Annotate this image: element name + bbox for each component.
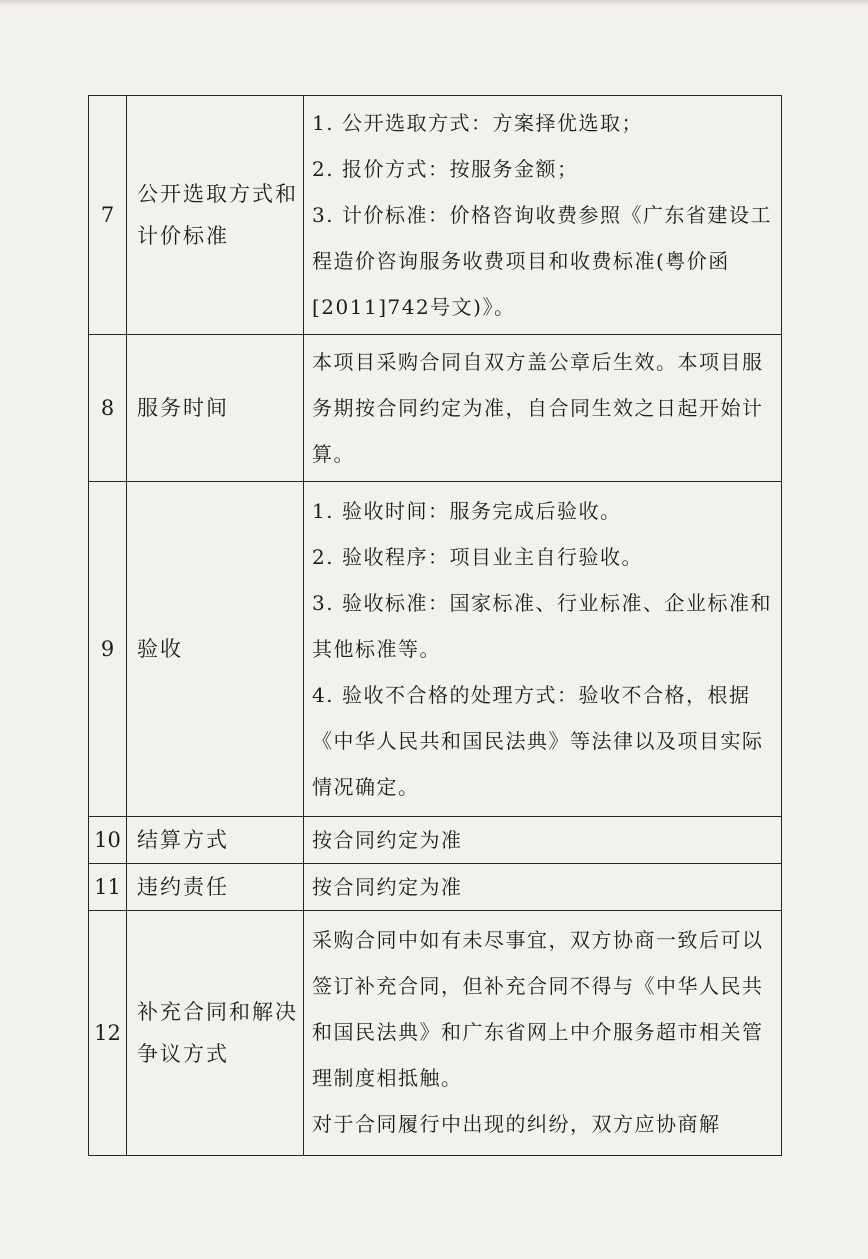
page-top-edge [0,0,868,6]
row-content [304,335,782,482]
table-row [89,911,782,1156]
row-content [304,817,782,864]
table-row [89,96,782,335]
content-paragraph: 2. 验收程序：项目业主自行验收。 [312,545,643,569]
row-content [304,482,782,817]
content-paragraph: 2. 报价方式：按服务金额； [312,157,579,181]
row-content [304,911,782,1156]
table-row [89,482,782,817]
row-content [304,96,782,335]
row-item-label: 结算方式 [127,817,304,864]
row-number: 10 [89,817,127,864]
content-paragraph: 对于合同履行中出现的纠纷，双方应协商解 [312,1112,721,1136]
table-row [89,335,782,482]
contract-terms-table [88,95,782,1156]
content-paragraph: 4. 验收不合格的处理方式：验收不合格，根据《中华人民共和国民法典》等法律以及项目实际情况确定。 [312,683,764,799]
content-paragraph: 1. 验收时间：服务完成后验收。 [312,499,622,523]
row-number: 7 [89,96,127,335]
table-row [89,864,782,911]
content-paragraph: 3. 验收标准：国家标准、行业标准、企业标准和其他标准等。 [312,591,772,661]
row-number: 8 [89,335,127,482]
row-item-label: 服务时间 [127,335,304,482]
row-item-label: 补充合同和解决争议方式 [127,911,304,1156]
content-paragraph: 按合同约定为准 [312,828,463,852]
content-paragraph: 按合同约定为准 [312,875,463,899]
row-item-label: 违约责任 [127,864,304,911]
row-content [304,864,782,911]
row-item-label: 公开选取方式和计价标准 [127,96,304,335]
content-paragraph: 本项目采购合同自双方盖公章后生效。本项目服务期按合同约定为准，自合同生效之日起开始计算。 [312,350,764,466]
table-row [89,817,782,864]
content-paragraph: 3. 计价标准：价格咨询收费参照《广东省建设工程造价咨询服务收费项目和收费标准(粤价函[2011]742号文)》。 [312,203,772,319]
row-item-label: 验收 [127,482,304,817]
row-number: 9 [89,482,127,817]
row-number: 11 [89,864,127,911]
row-number: 12 [89,911,127,1156]
content-paragraph: 1. 公开选取方式：方案择优选取； [312,111,643,135]
content-paragraph: 采购合同中如有未尽事宜，双方协商一致后可以签订补充合同，但补充合同不得与《中华人民共和国民法典》和广东省网上中介服务超市相关管理制度相抵触。 [312,928,764,1090]
